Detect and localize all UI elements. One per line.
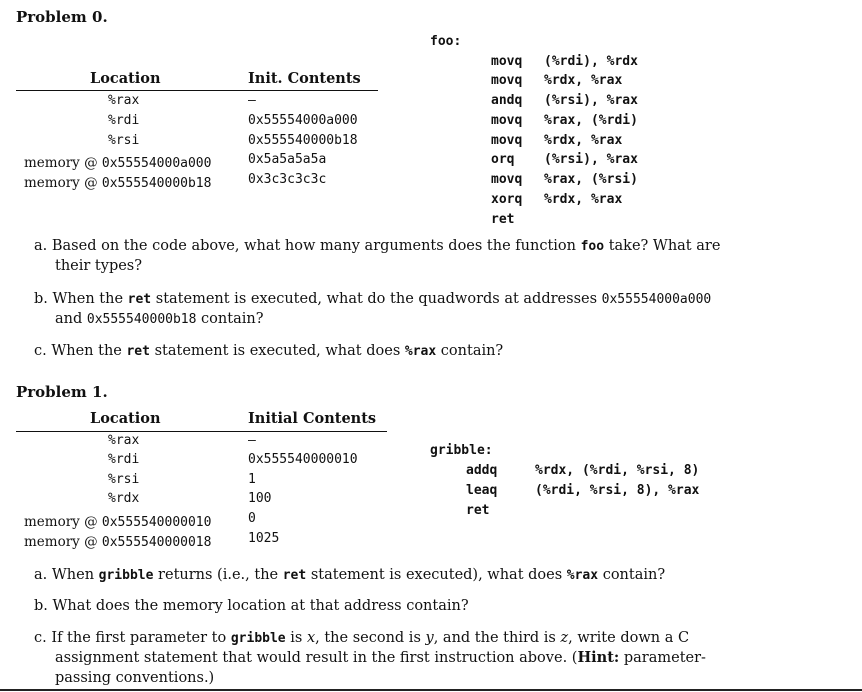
table-row-location: %rax [108,433,140,448]
col-header-contents: Initial Contents [248,410,377,427]
inline-code: 0x555540000b18 [86,312,197,327]
question-text: Based on the code above, what how many arguments does the function [51,238,581,254]
table-row-value: 0x55554000a000 [248,113,358,128]
function-label: gribble: [430,443,493,458]
memory-address: 0x555540000018 [101,535,212,550]
question-1c [34,628,834,649]
question-letter: b. [34,598,48,614]
page-bottom-rule [0,689,862,691]
memory-prefix: memory @ [24,175,102,191]
memory-prefix: memory @ [24,534,102,550]
question-letter: c. [34,343,47,359]
table-row-location: %rsi [108,472,140,487]
memory-prefix: memory @ [24,514,102,530]
code-args: (%rdi), %rdx [544,54,638,69]
inline-code: %rax [404,344,437,359]
math-variable: x [306,630,316,646]
table-row-location: %rsi [108,133,140,148]
question-text: statement is executed, what do the quadwords at addresses [151,291,602,307]
table-row-location [24,172,211,191]
memory-address: 0x555540000b18 [101,176,212,191]
question-text: and [55,311,87,327]
code-args: %rax, (%rsi) [544,172,638,187]
question-text: contain? [436,343,504,359]
code-op: addq [466,463,498,478]
math-variable: z [560,630,569,646]
col-header-contents: Init. Contents [248,70,361,87]
question-text: is [285,630,307,646]
code-op: leaq [466,483,498,498]
question-1c-line2 [55,648,706,668]
col-header-location: Location [90,410,161,427]
table-row-location: %rax [108,93,140,108]
code-args: (%rsi), %rax [544,152,638,167]
question-letter: c. [34,630,47,646]
code-op: movq [491,113,523,128]
table-row-value: 0x5a5a5a5a [248,152,327,167]
problem-1-title: Problem 1. [16,383,108,401]
inline-code: foo [580,239,605,254]
table-row-value: 0x3c3c3c3c [248,172,327,187]
inline-code: 0x55554000a000 [601,292,712,307]
code-op: movq [491,54,523,69]
question-text: take? What are [604,238,721,254]
table-row-value: 0 [248,511,256,526]
memory-address: 0x555540000010 [101,515,212,530]
question-0b [34,289,834,310]
col-header-location: Location [90,70,161,87]
question-text: , write down a C [568,630,690,646]
table-row-value: 100 [248,491,272,506]
problem-0-title: Problem 0. [16,8,108,26]
code-op: ret [491,212,515,227]
code-args: %rdx, (%rdi, %rsi, 8) [535,463,700,478]
question-text: statement is executed, what does [149,343,405,359]
table-header-rule [16,90,378,91]
table-row-value: – [248,93,256,108]
code-op: movq [491,133,523,148]
inline-code: gribble [230,631,286,646]
inline-code: gribble [98,568,154,583]
question-text: When the [52,291,128,307]
question-text: assignment statement that would result in the first instruction above. ( [55,650,578,666]
question-0a-line2 [55,256,142,276]
table-row-value: – [248,433,256,448]
question-letter: a. [34,238,48,254]
question-letter: a. [34,567,48,583]
inline-code: ret [127,292,152,307]
question-1c-line3 [55,668,214,688]
question-0a [34,236,794,257]
code-args: %rdx, %rax [544,133,623,148]
inline-code: ret [126,344,150,359]
question-letter: b. [34,291,48,307]
question-text: returns (i.e., the [153,567,283,583]
table-row-value: 0x555540000b18 [248,133,358,148]
question-text: If the first parameter to [51,630,231,646]
function-label: foo: [430,34,462,49]
code-op: movq [491,172,523,187]
table-row-location [24,531,211,550]
question-text: When the [51,343,127,359]
table-row-location [24,511,211,530]
question-text: passing conventions.) [55,670,215,686]
question-text: contain? [598,567,666,583]
question-text: , and the third is [433,630,561,646]
question-text: What does the memory location at that address contain? [52,598,469,614]
code-args: %rax, (%rdi) [544,113,638,128]
question-text: When [51,567,99,583]
code-op: xorq [491,192,523,207]
table-row-location [24,152,211,171]
question-0b-line2 [55,309,263,330]
question-text: , the second is [315,630,426,646]
table-row-value: 1025 [248,531,280,546]
question-text: their types? [55,258,143,274]
table-row-location: %rdi [108,452,140,467]
code-args: %rdx, %rax [544,192,623,207]
table-row-value: 0x555540000010 [248,452,358,467]
code-args: (%rsi), %rax [544,93,638,108]
code-op: movq [491,73,523,88]
table-row-location: %rdi [108,113,140,128]
table-row-value: 1 [248,472,256,487]
table-row-location: %rdx [108,491,140,506]
code-args: (%rdi, %rsi, 8), %rax [535,483,700,498]
question-text: contain? [196,311,264,327]
inline-code: ret [282,568,307,583]
question-0c [34,341,794,362]
question-text: parameter- [619,650,706,666]
memory-address: 0x55554000a000 [101,156,212,171]
memory-prefix: memory @ [24,155,102,171]
hint-label: Hint: [577,649,620,666]
question-text: statement is executed), what does [306,567,567,583]
code-op: ret [466,503,490,518]
inline-code: %rax [566,568,599,583]
table-header-rule [16,431,387,432]
code-args: %rdx, %rax [544,73,623,88]
code-op: orq [491,152,515,167]
question-1b [34,596,794,616]
math-variable: y [425,630,434,646]
code-op: andq [491,93,523,108]
question-1a [34,565,834,586]
